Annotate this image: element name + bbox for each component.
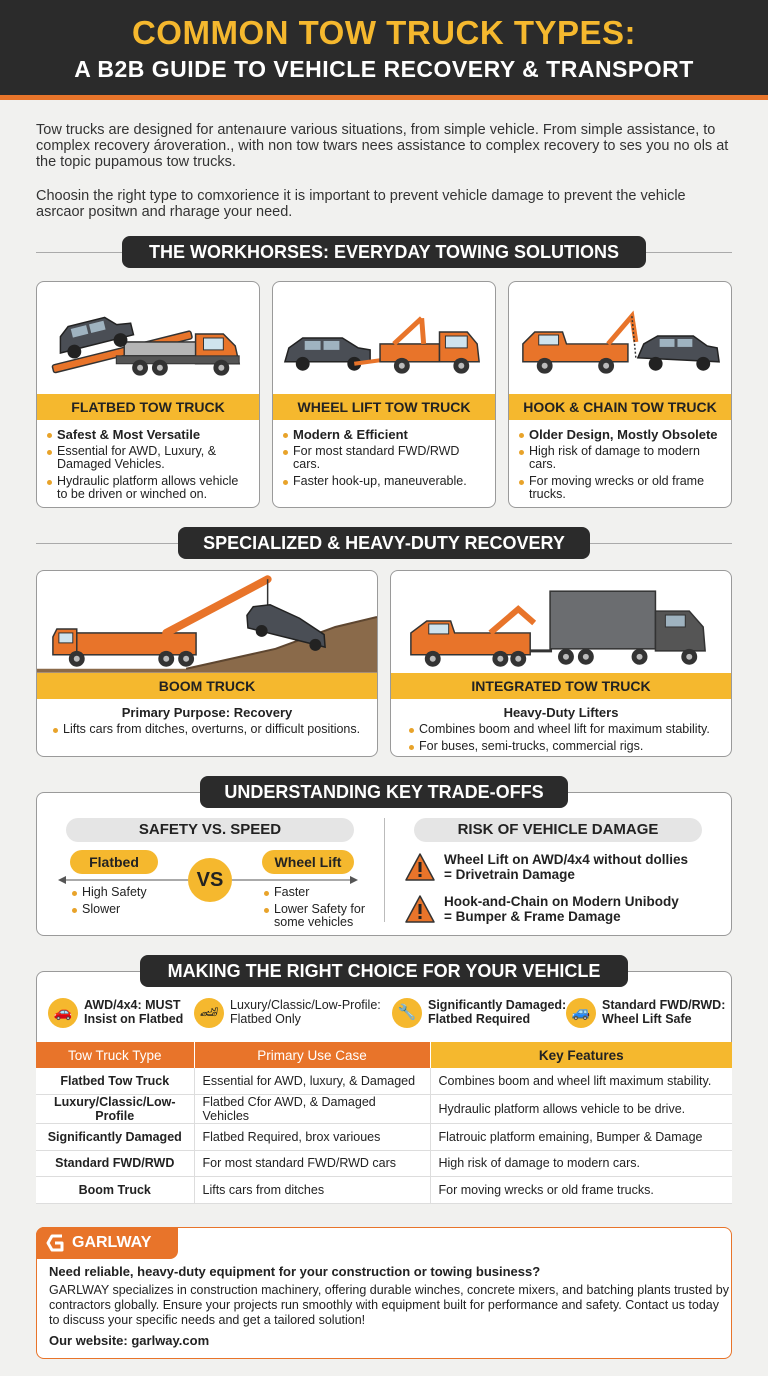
page-title: COMMON TOW TRUCK TYPES: (131, 14, 637, 51)
risk-damage-title: RISK OF VEHICLE DAMAGE (414, 818, 702, 842)
flatbed-truck-icon (37, 282, 259, 392)
car-icon: 🚙 (566, 998, 596, 1028)
card-flatbed (36, 281, 260, 508)
list-item: High risk of damage to modern cars. (519, 445, 723, 472)
list-item: Slower (72, 903, 182, 917)
card-boom-truck-title: BOOM TRUCK (37, 673, 377, 699)
table-row (36, 1095, 732, 1124)
list-item: Lower Safety for some vehicles (264, 903, 374, 930)
section-title-tradeoffs: UNDERSTANDING KEY TRADE-OFFS (200, 776, 568, 808)
table-cell: Essential for AWD, luxury, & Damaged (194, 1068, 430, 1095)
card-hook-chain (508, 281, 732, 508)
sports-car-icon: 🏎 (194, 998, 224, 1028)
card-flatbed-bullets (47, 428, 251, 505)
intro-paragraph-1: Tow trucks are designed for antenaıure various situations, from simple vehicle. From simple assistance, to complex recovery ároveration., with non tow twars nees assistance to complex recovery to ses you no ols at the topic pupamous tow trucks. (36, 122, 729, 170)
column-header: Tow Truck Type (36, 1042, 194, 1068)
list-item: Faster (264, 886, 374, 900)
integrated-tow-truck-icon (391, 571, 731, 673)
promo-body: GARLWAY specializes in construction machinery, offering durable winches, concrete mixers, and batching plants trusted by contractors globally. Ensure your projects run smoothly with equipment built for performance and safety. Contact us today to discuss your specific needs and get a tailored solution! (49, 1283, 729, 1327)
card-boom-truck-headline: Primary Purpose: Recovery (121, 705, 293, 720)
car-icon: 🚗 (48, 998, 78, 1028)
flatbed-points (72, 886, 182, 919)
table-cell: Lifts cars from ditches (194, 1177, 430, 1204)
list-item: For most standard FWD/RWD cars. (283, 445, 487, 472)
wrench-icon: 🔧 (392, 998, 422, 1028)
list-item: High Safety (72, 886, 182, 900)
card-hook-chain-title: HOOK & CHAIN TOW TRUCK (509, 394, 731, 420)
table-cell: For most standard FWD/RWD cars (194, 1150, 430, 1177)
table-cell: High risk of damage to modern cars. (430, 1150, 732, 1177)
promo-question: Need reliable, heavy-duty equipment for your construction or towing business? (49, 1264, 541, 1279)
card-wheel-lift-bullets (283, 428, 487, 491)
table-cell: Standard FWD/RWD (36, 1150, 194, 1177)
boom-truck-icon (37, 571, 377, 673)
list-item: Modern & Efficient (283, 428, 487, 442)
card-wheel-lift (272, 281, 496, 508)
column-header: Primary Use Case (194, 1042, 430, 1068)
flatbed-label: Flatbed (70, 850, 158, 874)
card-hook-chain-bullets (519, 428, 723, 505)
card-integrated-title: INTEGRATED TOW TRUCK (391, 673, 731, 699)
tip-damaged: Significantly Damaged: Flatbed Required (428, 998, 567, 1026)
table-cell: Flatbed Tow Truck (36, 1068, 194, 1095)
website-link[interactable]: Our website: garlway.com (49, 1333, 210, 1348)
brand-logo: GARLWAY (36, 1227, 178, 1259)
page-header (0, 0, 768, 100)
table-cell: For moving wrecks or old frame trucks. (430, 1177, 732, 1204)
wheel-lift-label: Wheel Lift (262, 850, 354, 874)
column-header: Key Features (430, 1042, 732, 1068)
table-cell: Boom Truck (36, 1177, 194, 1204)
section-title-specialized: SPECIALIZED & HEAVY-DUTY RECOVERY (178, 527, 590, 559)
table-cell: Hydraulic platform allows vehicle to be drive. (430, 1095, 732, 1124)
tip-awd: AWD/4x4: MUST Insist on Flatbed (84, 998, 184, 1026)
warning-icon (404, 894, 436, 924)
table-row (36, 1068, 732, 1095)
card-boom-truck (36, 570, 378, 757)
section-title-choice: MAKING THE RIGHT CHOICE FOR YOUR VEHICLE (140, 955, 628, 987)
wheel-lift-truck-icon (273, 282, 495, 392)
table-cell: Flatbed Cfor AWD, & Damaged Vehicles (194, 1095, 430, 1124)
table-header-row (36, 1042, 732, 1068)
section-title-workhorses: THE WORKHORSES: EVERYDAY TOWING SOLUTIONS (122, 236, 646, 268)
table-row (36, 1150, 732, 1177)
hook-chain-truck-icon (509, 282, 731, 392)
card-boom-truck-bullets (53, 723, 369, 740)
list-item: For moving wrecks or old frame trucks. (519, 475, 723, 502)
list-item: Faster hook-up, maneuverable. (283, 475, 487, 489)
list-item: For buses, semi-trucks, commercial rigs. (409, 740, 723, 754)
table-cell: Luxury/Classic/Low-Profile (36, 1095, 194, 1124)
promo-box (36, 1227, 732, 1359)
list-item: Safest & Most Versatile (47, 428, 251, 442)
table-row (36, 1124, 732, 1151)
vs-badge: VS (188, 858, 232, 902)
risk-item-2: Hook-and-Chain on Modern Unibody = Bumper & Frame Damage (444, 894, 679, 924)
list-item: Combines boom and wheel lift for maximum stability. (409, 723, 723, 737)
card-integrated-bullets (409, 723, 723, 756)
tip-standard: Standard FWD/RWD: Wheel Lift Safe (602, 998, 726, 1026)
garlway-logo-icon (46, 1233, 66, 1253)
table-cell: Flatrouic platform emaining, Bumper & Damage (430, 1124, 732, 1151)
warning-icon (404, 852, 436, 882)
card-flatbed-title: FLATBED TOW TRUCK (37, 394, 259, 420)
card-wheel-lift-title: WHEEL LIFT TOW TRUCK (273, 394, 495, 420)
tip-luxury: Luxury/Classic/Low-Profile: Flatbed Only (230, 998, 381, 1026)
card-integrated-tow-truck (390, 570, 732, 757)
divider (384, 818, 385, 922)
intro-paragraph-2: Choosin the right type to comxorience it is important to prevent vehicle damage to prevent the vehicle asrcaor positwn and rharage your need. (36, 188, 686, 220)
table-cell: Flatbed Required, brox varioues (194, 1124, 430, 1151)
table-cell: Combines boom and wheel lift maximum stability. (430, 1068, 732, 1095)
page-subtitle: A B2B GUIDE TO VEHICLE RECOVERY & TRANSPORT (74, 56, 694, 82)
card-integrated-headline: Heavy-Duty Lifters (503, 705, 619, 720)
list-item: Hydraulic platform allows vehicle to be driven or winched on. (47, 475, 251, 502)
safety-vs-speed-title: SAFETY VS. SPEED (66, 818, 354, 842)
comparison-table (36, 1042, 732, 1204)
list-item: Lifts cars from ditches, overturns, or difficult positions. (53, 723, 369, 737)
risk-item-1: Wheel Lift on AWD/4x4 without dollies = Drivetrain Damage (444, 852, 689, 882)
list-item: Essential for AWD, Luxury, & Damaged Vehicles. (47, 445, 251, 472)
table-cell: Significantly Damaged (36, 1124, 194, 1151)
wheel-lift-points (264, 886, 374, 933)
table-row (36, 1177, 732, 1204)
list-item: Older Design, Mostly Obsolete (519, 428, 723, 442)
